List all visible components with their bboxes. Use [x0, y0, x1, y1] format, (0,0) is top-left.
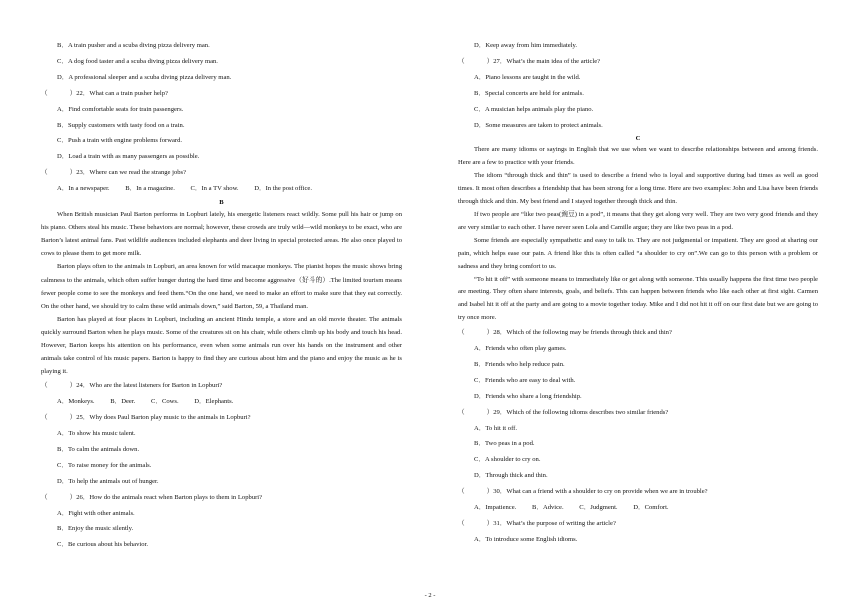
q22-option-c: C．Push a train with engine problems forward. — [57, 137, 183, 145]
q29-option-b: B．Two peas in a pod. — [474, 440, 535, 448]
question-29: （ ）29．Which of the following idioms describes two similar friends? — [458, 408, 669, 416]
page-number: - 2 - — [424, 592, 436, 599]
question-28: （ ）28．Which of the following may be friends through thick and thin? — [458, 329, 672, 337]
question-24: （ ）24．Who are the latest listeners for Barton in Lopburi? — [41, 382, 223, 390]
q22-option-a: A．Find comfortable seats for train passengers. — [57, 105, 184, 113]
passage-c-paragraph-4: Some friends are especially sympathetic and easy to talk to. They are not judgmental or impatient. They are good at sharing our pain, which helps ease our pain. A friend like this is often called “a shoulder to cry on”.We can go to this person with a problem or sadness and they bring comfort to us. — [458, 236, 818, 270]
question-26: （ ）26．How do the animals react when Barton plays to them in Lopburi? — [41, 493, 263, 501]
passage-b-paragraph-3: Barton has played at four places in Lopburi, including an ancient Hindu temple, a store and an old movie theater. The animals quickly surround Barton when he plays music. Some of the creatures sit on his chair, while others climb up his body and touch his head. However, Barton keeps his attention on his performance, even when some animals run over his hands on the instrument and other animals take control of his music papers. Barton is happy to find they are curious about him and the piano and enjoy the music as he is playing it. — [41, 315, 402, 376]
question-23: （ ）23．Where can we read the strange jobs? — [41, 169, 187, 177]
section-heading-c: C — [635, 135, 641, 143]
q26-option-a: A．Fight with other animals. — [57, 509, 135, 517]
q29-option-c: C．A shoulder to cry on. — [474, 456, 541, 464]
q28-option-b: B．Friends who help reduce pain. — [474, 360, 565, 368]
passage-b-paragraph-1: When British musician Paul Barton performs in Lopburi lately, his energetic listeners react wildly. Some pull his hair or jump on his piano. Others steal his music. These behaviors are normal; however, these crowds are truly wild—wild monkeys to be exact, who are Barton’s latest animal fans. Past wildlife audiences included elephants and deer living in special protected areas. He also once played to cows to please them to get more milk. — [41, 211, 402, 258]
q27-option-a: A．Piano lessons are taught in the wild. — [474, 73, 581, 81]
q23-option-a: A．In a newspaper. — [57, 185, 110, 193]
q30-options — [458, 500, 818, 516]
q26-option-b: B．Enjoy the music silently. — [57, 525, 134, 533]
q27-option-d: D．Some measures are taken to protect animals. — [474, 121, 603, 129]
passage-c-paragraph-1: There are many idioms or sayings in English that we use when we want to describe relationships between and among friends. Here are a few to practice with your friends. — [458, 146, 818, 167]
question-25: （ ）25．Why does Paul Barton play music to the animals in Lopburi? — [41, 414, 251, 422]
q24-options — [41, 394, 402, 410]
right-column — [458, 38, 818, 548]
passage-c-paragraph-2: The idiom “through thick and thin” is used to describe a friend who is loyal and supportive during bad times as well as good times. It most often describes a friendship that has been strong for a long time. Here are two examples: John and Lisa have been friends through thick and thin. My best friend and I stayed together through thick and thin. — [458, 172, 818, 206]
q29-option-d: D．Through thick and thin. — [474, 472, 548, 480]
q30-option-a: A．Impatience. — [474, 504, 517, 512]
q23-option-d: D．In the post office. — [254, 185, 312, 193]
q25-option-c: C．To raise money for the animals. — [57, 461, 152, 469]
q22-option-d: D．Load a train with as many passengers as possible. — [57, 153, 200, 161]
q22-option-b: B．Supply customers with tasty food on a train. — [57, 121, 185, 129]
q23-option-c: C．In a TV show. — [190, 185, 239, 193]
q28-option-a: A．Friends who often play games. — [474, 345, 567, 353]
question-27: （ ）27．What’s the main idea of the article? — [458, 57, 601, 65]
q28-option-c: C．Friends who are easy to deal with. — [474, 376, 576, 384]
section-heading-b: B — [219, 199, 224, 207]
q24-option-b: B．Deer. — [110, 398, 136, 406]
passage-c-paragraph-3: If two people are “like two peas(豌豆) in a pod”, it means that they get along very well. They are two very good friends and they are very similar to each other. I have never seen Lola and Camille argue; they are like two peas in a pod. — [458, 210, 818, 231]
q21-option-c: C．A dog food taster and a scuba diving pizza delivery man. — [57, 57, 218, 65]
q24-option-d: D．Elephants. — [194, 398, 234, 406]
q24-option-a: A．Monkeys. — [57, 398, 95, 406]
q31-option-a: A．To introduce some English idioms. — [474, 535, 578, 543]
passage-c-paragraph-5: “To hit it off” with someone means to immediately like or get along with someone. This usually happens the first time two people are meeting. They often share interests, goals, and beliefs. This can happen between friends who like each other at first sight. Carmen and Isabel hit it off at the party and are going to a movie together today. Mike and I did not hit it off on our first date but we are going to try once more. — [458, 275, 818, 322]
left-column — [41, 38, 402, 553]
q25-option-a: A．To show his music talent. — [57, 430, 136, 437]
q29-option-a: A．To hit it off. — [474, 424, 518, 432]
q24-option-c: C．Cows. — [150, 398, 179, 406]
q28-option-d: D．Friends who share a long friendship. — [474, 392, 582, 400]
question-30: （ ）30．What can a friend with a shoulder to cry on provide when we are in trouble? — [458, 488, 708, 496]
q30-option-b: B．Advice. — [531, 504, 564, 512]
q30-option-d: D．Comfort. — [633, 504, 669, 512]
q21-option-d: D．A professional sleeper and a scuba diving pizza delivery man. — [57, 73, 232, 81]
q27-option-b: B．Special concerts are held for animals. — [474, 89, 584, 97]
q25-option-d: D．To help the animals out of hunger. — [57, 477, 159, 485]
passage-b-paragraph-2: Barton plays often to the animals in Lopburi, an area known for wild macaque monkeys. The pianist hopes the music shows bring calmness to the animals, which often suffer hunger during the hard time and become aggressive（好斗的）.The limited tourism means fewer people come to see the monkeys and feed them.“On the one hand, we need to make an effort to make sure that they eat correctly. On the other hand, we should try to calm these wild animals down,” said Barton, 59, a Thailand man. — [41, 263, 402, 310]
question-22: （ ）22．What can a train pusher help? — [41, 89, 168, 97]
q26-option-d: D．Keep away from him immediately. — [474, 42, 578, 49]
q26-option-c: C．Be curious about his behavior. — [57, 541, 149, 549]
question-31: （ ）31．What’s the purpose of writing the article? — [458, 520, 616, 527]
q23-option-b: B．In a magazine. — [125, 185, 175, 193]
q25-option-b: B．To calm the animals down. — [57, 445, 140, 453]
q30-option-c: C．Judgment. — [579, 504, 618, 512]
q23-options — [41, 181, 402, 197]
q21-option-b: B．A train pusher and a scuba diving pizza delivery man. — [57, 42, 210, 49]
q27-option-c: C．A musician helps animals play the piano. — [474, 105, 594, 113]
